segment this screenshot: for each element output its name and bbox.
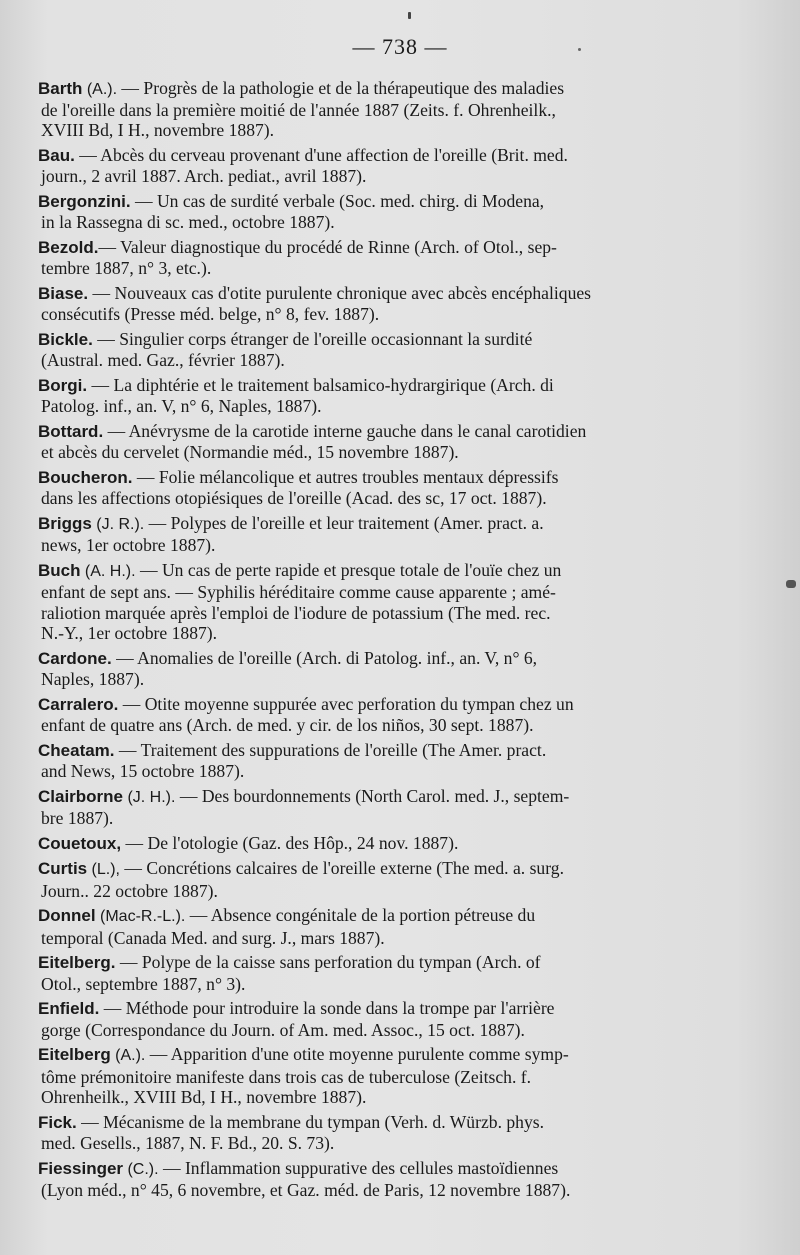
bibliography-entry — [38, 648, 730, 689]
entry-line — [38, 560, 730, 582]
entry-line — [38, 648, 730, 669]
entry-line — [38, 535, 730, 555]
entry-text: tembre 1887, n° 3, etc.). — [41, 258, 212, 279]
bibliography-entry — [38, 283, 730, 324]
bibliography-entry — [38, 952, 730, 993]
entry-text: — Absence congénitale de la portion pétreuse du — [185, 905, 536, 926]
entry-text: Otol., septembre 1887, n° 3). — [41, 973, 246, 994]
entry-text: — Méthode pour introduire la sonde dans la trompe par l'arrière — [99, 998, 555, 1019]
entry-text: Ohrenheilk., XVIII Bd, I H., novembre 1887). — [41, 1086, 367, 1107]
entry-line — [38, 442, 730, 462]
entry-text: — Polypes de l'oreille et leur traitement (Amer. pract. a. — [144, 513, 544, 534]
entry-line — [38, 304, 730, 324]
entry-initials: (C.). — [127, 1160, 159, 1178]
bibliography-entry — [38, 467, 730, 508]
entry-author: Curtis — [38, 859, 88, 879]
entry-text: — Inflammation suppurative des cellules mastoïdiennes — [158, 1157, 559, 1178]
entry-line — [38, 1112, 730, 1133]
entry-line — [38, 694, 730, 715]
entry-author: Clairborne — [38, 786, 124, 806]
entry-line — [38, 258, 730, 278]
entry-initials: (A.). — [86, 81, 118, 98]
entry-line — [38, 603, 730, 623]
entry-line — [38, 513, 730, 535]
entry-initials: (J. H.). — [127, 788, 176, 806]
entry-initials: (L.), — [91, 861, 120, 879]
entry-author: Donnel — [38, 906, 96, 926]
entry-text: Naples, 1887). — [41, 668, 145, 689]
entry-line — [38, 623, 730, 643]
entry-text: — Un cas de surdité verbale (Soc. med. chirg. di Modena, — [130, 191, 545, 212]
entry-text: — Nouveaux cas d'otite purulente chronique avec abcès encéphaliques — [88, 283, 592, 304]
entry-text: — Des bourdonnements (North Carol. med. J., septem- — [175, 785, 570, 806]
entry-text: XVIII Bd, I H., novembre 1887). — [41, 120, 275, 141]
entry-text: news, 1er octobre 1887). — [41, 535, 216, 556]
entry-line — [38, 191, 730, 212]
entry-text: in la Rassegna di sc. med., octobre 1887). — [41, 212, 335, 233]
bibliography-entry — [38, 78, 730, 141]
entry-line — [38, 833, 730, 854]
entry-line — [38, 166, 730, 186]
entry-line — [38, 952, 730, 973]
entry-author: Biase. — [38, 284, 89, 304]
bibliography-entry — [38, 1044, 730, 1107]
entry-line — [38, 715, 730, 735]
entry-author: Briggs — [38, 514, 92, 534]
entry-text: and News, 15 octobre 1887). — [41, 760, 245, 781]
entry-text: — Abcès du cerveau provenant d'une affection de l'oreille (Brit. med. — [74, 145, 568, 166]
entry-text: (Lyon méd., n° 45, 6 novembre, et Gaz. méd. de Paris, 12 novembre 1887). — [41, 1179, 571, 1200]
entry-text: — De l'otologie (Gaz. des Hôp., 24 nov. 1887). — [121, 832, 459, 853]
entry-text: bre 1887). — [41, 807, 114, 828]
entry-text: raliotion marquée après l'emploi de l'iodure de potassium (The med. rec. — [41, 602, 551, 623]
entry-text: Patolog. inf., an. V, n° 6, Naples, 1887). — [41, 396, 322, 417]
entry-text: N.-Y., 1er octobre 1887). — [41, 622, 218, 643]
entry-text: — Singulier corps étranger de l'oreille occasionnant la surdité — [92, 329, 533, 350]
entry-text: tôme prémonitoire manifeste dans trois cas de tuberculose (Zeitsch. f. — [41, 1066, 532, 1087]
entry-author: Borgi. — [38, 376, 88, 396]
entry-line — [38, 1158, 730, 1180]
bibliography-entry — [38, 858, 730, 900]
entry-line — [38, 881, 730, 901]
bibliography-entry — [38, 833, 730, 854]
entry-author: Fiessinger — [38, 1158, 124, 1178]
entry-text: consécutifs (Presse méd. belge, n° 8, fev. 1887). — [41, 304, 380, 325]
entry-author: Enfield. — [38, 999, 100, 1019]
entry-line — [38, 1180, 730, 1200]
bibliography-entry — [38, 560, 730, 643]
entry-author: Eitelberg. — [38, 953, 116, 973]
bibliography-entry — [38, 786, 730, 828]
entry-line — [38, 1067, 730, 1087]
bibliography-list — [38, 78, 730, 1205]
entry-line — [38, 78, 730, 100]
entry-line — [38, 858, 730, 880]
entry-author: Buch — [38, 561, 81, 581]
entry-text: — Valeur diagnostique du procédé de Rinne (Arch. of Otol., sep- — [98, 237, 557, 258]
entry-line — [38, 1044, 730, 1066]
page-number: — 738 — — [352, 34, 448, 59]
entry-text: — Folie mélancolique et autres troubles mentaux dépressifs — [132, 467, 559, 488]
entry-initials: (A.). — [115, 1047, 146, 1065]
bibliography-entry — [38, 237, 730, 278]
entry-text: — Concrétions calcaires de l'oreille externe (The med. a. surg. — [119, 858, 564, 879]
entry-line — [38, 488, 730, 508]
entry-author: Barth — [38, 79, 83, 98]
entry-line — [38, 467, 730, 488]
entry-line — [38, 928, 730, 948]
entry-line — [38, 582, 730, 602]
entry-line — [38, 1133, 730, 1153]
entry-text: — Progrès de la pathologie et de la thérapeutique des maladies — [117, 78, 565, 98]
entry-text: de l'oreille dans la première moitié de l'année 1887 (Zeits. f. Ohrenheilk., — [41, 100, 556, 121]
entry-text: — Mécanisme de la membrane du tympan (Verh. d. Würzb. phys. — [76, 1111, 544, 1132]
entry-initials: (Mac-R.-L.). — [100, 908, 186, 926]
entry-author: Bau. — [38, 146, 75, 166]
entry-author: Boucheron. — [38, 468, 133, 488]
entry-line — [38, 786, 730, 808]
entry-text: enfant de sept ans. — Syphilis héréditaire comme cause apparente ; amé- — [41, 582, 556, 603]
entry-line — [38, 905, 730, 927]
bibliography-entry — [38, 998, 730, 1039]
bibliography-entry — [38, 1112, 730, 1153]
bibliography-entry — [38, 740, 730, 781]
entry-text: — Polype de la caisse sans perforation du tympan (Arch. of — [115, 952, 541, 973]
entry-line — [38, 669, 730, 689]
entry-author: Bezold. — [38, 238, 99, 258]
bibliography-entry — [38, 1158, 730, 1200]
entry-line — [38, 396, 730, 416]
bibliography-entry — [38, 375, 730, 416]
bibliography-entry — [38, 145, 730, 186]
entry-line — [38, 145, 730, 166]
entry-line — [38, 974, 730, 994]
entry-line — [38, 1020, 730, 1040]
entry-line — [38, 740, 730, 761]
entry-author: Bickle. — [38, 330, 93, 350]
entry-text: journ., 2 avril 1887. Arch. pediat., avril 1887). — [41, 166, 367, 187]
bibliography-entry — [38, 191, 730, 232]
entry-line — [38, 761, 730, 781]
entry-text: dans les affections otopiésiques de l'oreille (Acad. des sc, 17 oct. 1887). — [41, 488, 547, 509]
entry-line — [38, 998, 730, 1019]
entry-line — [38, 237, 730, 258]
entry-line — [38, 375, 730, 396]
entry-line — [38, 421, 730, 442]
entry-text: temporal (Canada Med. and surg. J., mars 1887). — [41, 927, 385, 948]
entry-line — [38, 283, 730, 304]
entry-text: et abcès du cervelet (Normandie méd., 15 novembre 1887). — [41, 442, 459, 463]
entry-author: Fick. — [38, 1112, 77, 1132]
entry-author: Bottard. — [38, 422, 104, 442]
bibliography-entry — [38, 329, 730, 370]
entry-text: — Traitement des suppurations de l'oreille (The Amer. pract. — [114, 739, 547, 760]
entry-text: — Anévrysme de la carotide interne gauche dans le canal carotidien — [103, 421, 587, 442]
entry-text: gorge (Correspondance du Journ. of Am. med. Assoc., 15 oct. 1887). — [41, 1019, 525, 1040]
entry-author: Couetoux, — [38, 833, 122, 853]
entry-text: — Anomalies de l'oreille (Arch. di Patolog. inf., an. V, n° 6, — [111, 647, 538, 668]
entry-line — [38, 120, 730, 140]
bibliography-entry — [38, 513, 730, 555]
bibliography-entry — [38, 694, 730, 735]
bibliography-entry — [38, 421, 730, 462]
entry-author: Cardone. — [38, 648, 112, 668]
entry-line — [38, 350, 730, 370]
entry-initials: (J. R.). — [96, 516, 145, 534]
entry-text: enfant de quatre ans (Arch. de med. y cir. de los niños, 30 sept. 1887). — [41, 714, 534, 735]
entry-text: Journ.. 22 octobre 1887). — [41, 880, 218, 901]
entry-line — [38, 1087, 730, 1107]
entry-line — [38, 212, 730, 232]
entry-text: — Otite moyenne suppurée avec perforation du tympan chez un — [118, 693, 574, 714]
entry-text: — Apparition d'une otite moyenne purulente comme symp- — [145, 1044, 569, 1065]
entry-line — [38, 100, 730, 120]
entry-text: — Un cas de perte rapide et presque totale de l'ouïe chez un — [135, 560, 562, 581]
entry-author: Eitelberg — [38, 1045, 111, 1065]
entry-text: — La diphtérie et le traitement balsamico-hydrargirique (Arch. di — [87, 375, 554, 396]
entry-author: Bergonzini. — [38, 192, 131, 212]
entry-text: (Austral. med. Gaz., février 1887). — [41, 350, 285, 371]
entry-initials: (A. H.). — [84, 563, 136, 581]
entry-author: Carralero. — [38, 694, 119, 714]
entry-line — [38, 808, 730, 828]
bibliography-entry — [38, 905, 730, 947]
entry-line — [38, 329, 730, 350]
entry-text: med. Gesells., 1887, N. F. Bd., 20. S. 73). — [41, 1132, 335, 1153]
entry-author: Cheatam. — [38, 740, 115, 760]
margin-mark — [786, 580, 796, 588]
print-mark — [408, 12, 411, 19]
